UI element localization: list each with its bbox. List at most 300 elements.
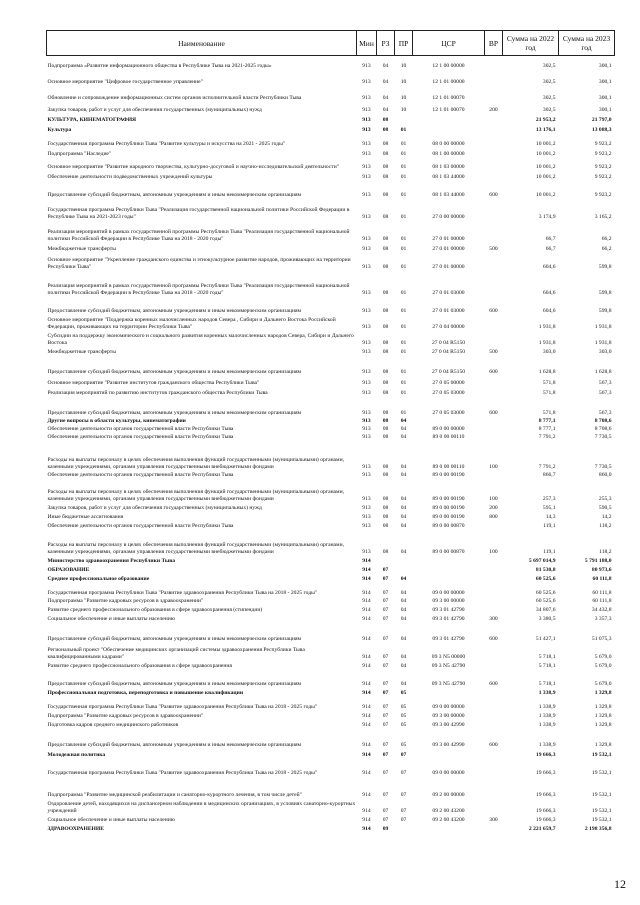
table-row: [47, 643, 615, 661]
row-min: 914: [362, 616, 371, 623]
row-name: Культура: [47, 126, 72, 133]
row-sum-2023: 118,2: [599, 523, 612, 530]
page-number: 12: [614, 877, 626, 891]
row-min: 913: [362, 246, 371, 253]
row-sum-2023: 567,3: [598, 390, 612, 397]
table-row: [47, 387, 615, 397]
row-sum-2023: 599,8: [598, 308, 612, 315]
row-rz: 04: [382, 79, 389, 86]
row-name: Государственная программа Республики Тыва "Реализация государственной национальной политики Российской Федерации в Республике Тыва на 2021-2023 годы": [47, 207, 350, 220]
row-sum-2022: 302,5: [542, 95, 556, 102]
row-name: Расходы на выплаты персоналу в целях обеспечения выполнения функций государственными (муниципальными) органами, казенными учреждениями, органами управления государственными внебюджетными фондами: [47, 489, 344, 502]
row-vr: 500: [489, 349, 498, 356]
row-sum-2022: 8 777,1: [538, 418, 556, 425]
row-pr: 01: [400, 340, 407, 347]
row-csr: 27 0 04 00000: [432, 324, 465, 331]
row-min: 913: [362, 308, 371, 315]
row-min: 914: [362, 690, 371, 697]
header-sum-2023: Сумма на 2023 год: [559, 31, 615, 56]
row-name: Межбюджетные трансферты: [47, 348, 116, 355]
row-csr: 09 3 N5 42790: [431, 663, 466, 670]
row-sum-2022: 303,0: [542, 349, 556, 356]
row-vr: [485, 471, 503, 479]
row-sum-2023: 7 730,5: [594, 464, 612, 471]
row-vr: 600: [489, 410, 498, 417]
row-sum-2023: 66,2: [601, 236, 612, 243]
row-rz: 08: [382, 464, 389, 471]
row-name: Обновление и сопровождение информационных систем органов исполнительной власти Республики Тыва: [47, 94, 302, 101]
row-csr: 27 0 01 00000: [432, 246, 465, 253]
row-pr: 04: [400, 663, 407, 670]
row-sum-2022: 595,1: [542, 505, 556, 512]
table-row: [47, 425, 615, 433]
row-min: 914: [362, 704, 371, 711]
row-sum-2022: 5 697 014,9: [528, 558, 556, 565]
table-row: [47, 158, 615, 171]
row-sum-2023: 5 791 188,0: [584, 558, 612, 565]
row-vr: [485, 433, 503, 441]
row-csr: 27 0 04 R5150: [431, 349, 466, 356]
row-name: Обеспечение деятельности органов государственной власти Республики Тыва: [47, 433, 234, 440]
row-name: Подпрограмма "Развитие кадровых ресурсов в здравоохранении": [47, 597, 204, 604]
row-rz: 08: [382, 349, 389, 356]
row-name: Социальное обеспечение и иные выплаты населению: [47, 615, 175, 622]
row-min: 914: [362, 558, 371, 565]
row-csr: 27 0 04 R5150: [431, 369, 466, 376]
row-pr: 07: [400, 770, 407, 777]
row-min: 913: [362, 549, 371, 556]
row-sum-2023: 21 797,0: [591, 117, 612, 124]
row-sum-2022: 13 176,1: [535, 127, 556, 134]
row-pr: 04: [400, 472, 407, 479]
row-name: Основное мероприятие "Поддержка коренных малочисленных народов Севера , Сибири и Дальнего Востока Российской Федерации, проживающих на территории Республики Тыва": [47, 317, 336, 330]
row-csr: 89 0 00 00190: [432, 472, 465, 479]
row-name: Государственная программа Республики Тыва "Развитие здравоохранения Республики Тыва на 2018 - 2025 годы": [47, 769, 318, 776]
header-sum-2022: Сумма на 2022 год: [503, 31, 559, 56]
row-vr: 600: [489, 636, 498, 643]
row-name: Среднее профессиональное образование: [47, 575, 150, 582]
row-rz: 07: [382, 616, 389, 623]
table-row: [47, 503, 615, 512]
row-rz: 08: [382, 308, 389, 315]
row-sum-2022: 119,1: [543, 549, 556, 556]
row-sum-2022: 571,8: [542, 380, 556, 387]
row-min: 914: [362, 770, 371, 777]
row-sum-2022: 19 666,3: [535, 817, 556, 824]
row-pr: 01: [400, 308, 407, 315]
row-sum-2023: 19 532,1: [591, 817, 612, 824]
table-row: [47, 376, 615, 387]
row-vr: [485, 148, 503, 158]
table-row: [47, 441, 615, 471]
table-row: [47, 417, 615, 425]
row-vr: 100: [489, 464, 498, 471]
row-rz: 08: [382, 390, 389, 397]
row-csr: 08 1 03 44000: [432, 174, 465, 181]
row-sum-2023: 51 075,3: [591, 636, 612, 643]
row-pr: 01: [400, 174, 407, 181]
row-sum-2023: 3 165,2: [594, 214, 612, 221]
row-sum-2022: 1 931,8: [538, 340, 556, 347]
row-pr: 07: [400, 752, 407, 759]
table-row: [47, 221, 615, 243]
row-vr: [485, 824, 503, 833]
row-min: 913: [362, 496, 371, 503]
row-sum-2022: 3 380,5: [538, 616, 556, 623]
table-row: [47, 688, 615, 697]
row-rz: 08: [382, 174, 389, 181]
row-min: 913: [362, 214, 371, 221]
row-vr: 600: [489, 192, 498, 199]
row-sum-2023: 80 973,6: [591, 567, 612, 574]
row-sum-2022: 10 001,2: [535, 141, 556, 148]
row-sum-2023: 8 708,6: [594, 418, 612, 425]
table-row: [47, 271, 615, 297]
row-sum-2023: 9 923,2: [594, 141, 612, 148]
row-csr: [413, 417, 485, 425]
row-min: 913: [362, 264, 371, 271]
row-min: 913: [362, 141, 371, 148]
row-sum-2023: 3 357,3: [594, 616, 612, 623]
row-name: Обеспечение деятельности органов государственной власти Республики Тыва: [47, 522, 234, 529]
table-row: [47, 433, 615, 441]
row-rz: 09: [382, 826, 389, 833]
row-rz: 04: [382, 107, 389, 114]
row-min: 913: [362, 514, 371, 521]
row-csr: 08 1 00 00000: [432, 151, 465, 158]
row-csr: 09 3 N5 00000: [431, 654, 466, 661]
row-sum-2023: 9 923,2: [594, 164, 612, 171]
row-name: КУЛЬТУРА, КИНЕМАТОГРАФИЯ: [47, 116, 137, 123]
row-rz: 08: [382, 426, 389, 433]
table-row: [47, 720, 615, 729]
row-vr: [485, 556, 503, 565]
row-name: Предоставление субсидий бюджетным, автономным учреждениям и иным некоммерческим организациям: [47, 368, 302, 375]
row-min: 913: [362, 324, 371, 331]
row-vr: 200: [489, 107, 498, 114]
row-sum-2023: 19 532,1: [591, 752, 612, 759]
row-sum-2023: 7 730,5: [594, 434, 612, 441]
row-csr: [413, 565, 485, 574]
row-sum-2023: 567,3: [598, 380, 612, 387]
table-row: [47, 777, 615, 799]
row-vr: 600: [489, 369, 498, 376]
row-name: Оздоровление детей, находящихся на диспансерном наблюдении в медицинских организациях, в условиях санаторно-курортных учреждений: [47, 801, 356, 814]
row-name: ЗДРАВООХРАНЕНИЕ: [47, 825, 104, 832]
row-name: Расходы на выплаты персоналу в целях обеспечения выполнения функций государственными (муниципальными) органами, казенными учреждениями, органами управления государственными внебюджетными фондами: [47, 457, 344, 470]
row-pr: 04: [400, 434, 407, 441]
row-pr: 04: [400, 496, 407, 503]
row-min: 913: [362, 472, 371, 479]
row-csr: 09 0 00 00000: [432, 770, 465, 777]
row-csr: [413, 114, 485, 124]
row-pr: 01: [400, 369, 407, 376]
header-name: Наименование: [47, 31, 357, 56]
row-min: 913: [362, 505, 371, 512]
row-sum-2022: 7 791,2: [538, 464, 556, 471]
table-row: [47, 181, 615, 199]
row-rz: 08: [382, 514, 389, 521]
table-row: [47, 70, 615, 86]
row-vr: [485, 331, 503, 347]
table-row: [47, 729, 615, 749]
row-pr: 04: [400, 607, 407, 614]
row-vr: [485, 124, 503, 134]
row-sum-2023: 1 329,8: [594, 704, 612, 711]
row-min: 914: [362, 808, 371, 815]
row-pr: 04: [400, 598, 407, 605]
row-csr: 27 0 01 00000: [432, 236, 465, 243]
row-rz: 07: [382, 663, 389, 670]
row-rz: 07: [382, 567, 389, 574]
row-min: 914: [362, 681, 371, 688]
row-csr: 08 1 03 00000: [432, 164, 465, 171]
table-row: [47, 479, 615, 503]
table-row: [47, 148, 615, 158]
row-name: Подпрограмма "Наследие": [47, 150, 112, 157]
row-sum-2022: 302,5: [542, 107, 556, 114]
row-sum-2023: 60 111,8: [592, 598, 612, 605]
row-pr: 04: [400, 654, 407, 661]
row-name: ОБРАЗОВАНИЕ: [47, 566, 90, 573]
row-sum-2023: 9 923,2: [594, 174, 612, 181]
row-vr: [485, 759, 503, 777]
row-name: Региональный проект "Обеспечение медицинских организаций системы здравоохранения Республики Тыва квалифицированными кадрами": [47, 647, 305, 660]
row-csr: 89 0 00 00870: [432, 523, 465, 530]
row-pr: [395, 824, 413, 833]
row-csr: 09 0 00 00000: [432, 590, 465, 597]
row-vr: [485, 749, 503, 759]
row-min: 913: [362, 410, 371, 417]
row-sum-2022: 10 001,2: [535, 192, 556, 199]
row-rz: 07: [382, 681, 389, 688]
row-rz: 07: [382, 713, 389, 720]
row-name: Расходы на выплаты персоналу в целях обеспечения выполнения функций государственными (муниципальными) органами, казенными учреждениями, органами управления государственными внебюджетными фондами: [47, 542, 344, 555]
row-vr: 600: [489, 742, 498, 749]
row-csr: 09 3 00 00000: [432, 598, 465, 605]
row-rz: 08: [382, 214, 389, 221]
row-sum-2022: 1 338,9: [538, 722, 556, 729]
table-row: [47, 102, 615, 114]
table-row: [47, 397, 615, 417]
row-vr: [485, 417, 503, 425]
row-pr: 05: [400, 690, 407, 697]
table-row: [47, 614, 615, 623]
row-pr: 10: [400, 95, 407, 102]
row-vr: [485, 711, 503, 720]
row-csr: 89 0 00 00110: [432, 434, 465, 441]
row-min: 913: [362, 290, 371, 297]
row-vr: [485, 199, 503, 221]
row-name: Основное мероприятие "Цифровое государственное управление": [47, 78, 203, 85]
header-vr: ВР: [485, 31, 503, 56]
table-row: [47, 530, 615, 556]
row-csr: 27 0 01 03000: [432, 290, 465, 297]
row-pr: 07: [400, 817, 407, 824]
row-sum-2022: 1 338,9: [538, 713, 556, 720]
row-sum-2022: 257,3: [542, 496, 556, 503]
row-pr: 10: [400, 79, 407, 86]
row-csr: 27 0 05 03000: [432, 410, 465, 417]
row-sum-2023: 1 628,8: [594, 369, 612, 376]
row-sum-2023: 66,2: [601, 246, 612, 253]
row-csr: 09 2 00 43200: [432, 808, 465, 815]
table-row: [47, 565, 615, 574]
row-sum-2022: 1 338,9: [538, 704, 556, 711]
row-vr: [485, 799, 503, 815]
row-vr: [485, 86, 503, 102]
row-vr: [485, 315, 503, 331]
row-csr: [413, 556, 485, 565]
table-row: [47, 171, 615, 181]
row-pr: [395, 556, 413, 565]
row-pr: 01: [400, 236, 407, 243]
row-sum-2022: 604,6: [542, 290, 556, 297]
row-rz: 08: [382, 523, 389, 530]
row-name: Реализация мероприятий по развитию институтов гражданского общества Республики Тыва: [47, 389, 268, 396]
row-csr: 09 0 00 00000: [432, 704, 465, 711]
row-vr: 500: [489, 246, 498, 253]
row-sum-2023: 1 329,8: [594, 722, 612, 729]
row-csr: 89 0 00 00870: [432, 549, 465, 556]
row-min: 913: [362, 523, 371, 530]
row-csr: 09 3 00 42990: [432, 722, 465, 729]
row-sum-2022: 302,5: [542, 79, 556, 86]
table-row: [47, 297, 615, 315]
table-header-row: [47, 31, 615, 56]
row-rz: 07: [382, 722, 389, 729]
header-csr: ЦСР: [413, 31, 485, 56]
table-body: [47, 56, 615, 833]
table-row: [47, 670, 615, 688]
row-rz: 08: [382, 192, 389, 199]
row-rz: 07: [382, 817, 389, 824]
row-pr: 01: [400, 151, 407, 158]
row-csr: 09 2 00 43200: [432, 817, 465, 824]
row-sum-2023: 255,3: [598, 496, 612, 503]
row-min: 913: [362, 464, 371, 471]
row-min: 913: [362, 164, 371, 171]
row-name: Иные бюджетные ассигнования: [47, 513, 124, 520]
row-vr: 200: [489, 505, 498, 512]
row-vr: [485, 605, 503, 614]
table-row: [47, 661, 615, 670]
row-pr: 01: [400, 214, 407, 221]
table-row: [47, 697, 615, 711]
table-row: [47, 315, 615, 331]
row-pr: 01: [400, 290, 407, 297]
row-vr: [485, 688, 503, 697]
row-name: Государственная программа Республики Тыва "Развитие здравоохранения Республики Тыва на 2018 - 2025 годы": [47, 589, 318, 596]
row-name: Обеспечение деятельности органов государственной власти Республики Тыва: [47, 471, 234, 478]
table-row: [47, 574, 615, 583]
row-pr: 01: [400, 390, 407, 397]
row-pr: 01: [400, 192, 407, 199]
row-name: Подпрограмма "Развитие кадровых ресурсов в здравоохранении": [47, 712, 204, 719]
row-sum-2022: 1 628,8: [538, 369, 556, 376]
row-min: 913: [362, 380, 371, 387]
row-name: Молодежная политика: [47, 751, 106, 758]
row-min: 914: [362, 607, 371, 614]
row-name: Профессиональная подготовка, переподготовка и повышение квалификации: [47, 689, 244, 696]
row-sum-2023: 5 679,0: [594, 654, 612, 661]
row-sum-2023: 1 931,8: [594, 324, 612, 331]
row-pr: 04: [400, 523, 407, 530]
row-rz: 08: [382, 127, 389, 134]
row-min: 914: [362, 742, 371, 749]
row-rz: [377, 556, 395, 565]
row-sum-2023: 860,0: [598, 472, 612, 479]
row-vr: [485, 521, 503, 530]
row-name: Основное мероприятие "Развитие институтов гражданского общества Республики Тыва": [47, 379, 260, 386]
row-vr: [485, 376, 503, 387]
row-min: 913: [362, 95, 371, 102]
row-sum-2023: 34 432,8: [591, 607, 612, 614]
row-vr: [485, 114, 503, 124]
row-rz: 08: [382, 472, 389, 479]
row-sum-2023: 5 679,0: [594, 663, 612, 670]
row-pr: 01: [400, 246, 407, 253]
row-csr: 09 3 00 00000: [432, 713, 465, 720]
row-rz: 07: [382, 742, 389, 749]
row-csr: [413, 824, 485, 833]
row-rz: 08: [382, 434, 389, 441]
row-sum-2022: 60 525,6: [535, 598, 556, 605]
row-csr: 09 3 01 42790: [432, 607, 465, 614]
row-min: 914: [362, 792, 371, 799]
row-csr: [413, 124, 485, 134]
header-rz: РЗ: [377, 31, 395, 56]
row-name: Другие вопросы в области культуры, кинематографии: [47, 417, 186, 424]
row-sum-2023: 1 329,8: [594, 742, 612, 749]
row-min: 914: [362, 663, 371, 670]
row-sum-2023: 9 923,2: [594, 192, 612, 199]
row-sum-2022: 604,6: [542, 308, 556, 315]
row-min: 914: [362, 826, 371, 833]
row-pr: [395, 114, 413, 124]
row-csr: [413, 749, 485, 759]
table-row: [47, 799, 615, 815]
table-row: [47, 243, 615, 253]
row-sum-2023: 14,2: [601, 514, 612, 521]
table-row: [47, 749, 615, 759]
row-pr: 04: [400, 576, 407, 583]
row-sum-2022: 60 525,6: [535, 576, 556, 583]
row-vr: 800: [489, 514, 498, 521]
row-sum-2022: 1 931,8: [538, 324, 556, 331]
row-csr: 09 3 N5 42790: [431, 681, 466, 688]
row-vr: [485, 158, 503, 171]
row-sum-2022: 8 777,1: [538, 426, 556, 433]
row-name: Государственная программа Республики Тыва "Развитие здравоохранения Республики Тыва на 2018 - 2025 годы": [47, 703, 318, 710]
row-sum-2022: 10 001,2: [535, 174, 556, 181]
row-rz: 08: [382, 418, 389, 425]
row-sum-2022: 60 525,6: [535, 590, 556, 597]
row-sum-2023: 1 329,8: [594, 690, 612, 697]
row-csr: [413, 574, 485, 583]
row-sum-2022: 19 666,3: [535, 752, 556, 759]
row-name: Предоставление субсидий бюджетным, автономным учреждениям и иным некоммерческим организациям: [47, 635, 302, 642]
header-pr: ПР: [395, 31, 413, 56]
row-pr: 01: [400, 380, 407, 387]
row-rz: 08: [382, 549, 389, 556]
row-vr: 300: [489, 817, 498, 824]
table-row: [47, 86, 615, 102]
row-pr: 01: [400, 264, 407, 271]
table-row: [47, 556, 615, 565]
row-pr: 04: [400, 426, 407, 433]
row-pr: 01: [400, 141, 407, 148]
